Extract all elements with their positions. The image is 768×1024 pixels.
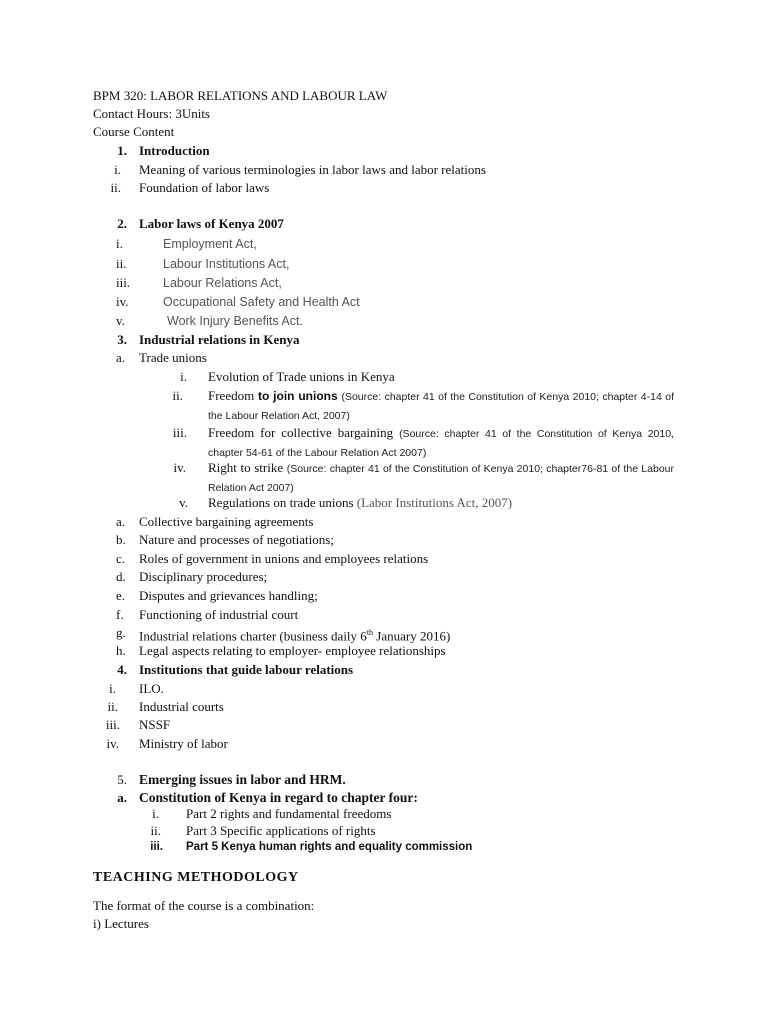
charter-item (139, 625, 450, 644)
list-item: Employment Act, (163, 237, 257, 251)
item-lead: Regulations on trade unions (208, 495, 357, 510)
list-item-number: a. (116, 350, 126, 365)
section-2-title: Labor laws of Kenya 2007 (139, 216, 284, 231)
list-item: Part 5 Kenya human rights and equality commission (186, 841, 473, 853)
list-item-number: iii. (105, 717, 120, 732)
freedom-join-unions-item (208, 387, 674, 425)
course-content-label: Course Content (93, 124, 175, 139)
list-item: ILO. (139, 681, 164, 696)
list-item-number: i. (109, 681, 116, 696)
section-3-number: 3. (117, 332, 127, 347)
item-bold: to join unions (257, 389, 338, 403)
source-note: (Source: chapter 41 of the Constitution of Kenya 2010; chapter76-81 of the Labour Relation Act 2007) (208, 463, 675, 494)
list-item: Work Injury Benefits Act. (167, 314, 303, 328)
trade-unions-heading: Trade unions (139, 350, 207, 365)
list-item: Ministry of labor (139, 736, 228, 751)
section-5a-number: a. (117, 790, 127, 805)
list-item: Labour Relations Act, (163, 276, 282, 290)
item-lead: Freedom for collective bargaining (208, 425, 400, 440)
list-item: Foundation of labor laws (139, 180, 270, 195)
list-item: Nature and processes of negotiations; (139, 532, 334, 547)
list-item-number: f. (116, 607, 124, 622)
section-1-title: Introduction (139, 143, 210, 158)
list-item-number: ii. (172, 388, 183, 403)
list-item-number: iii. (150, 841, 163, 853)
item-tail: January 2016) (373, 628, 451, 644)
list-item: Labour Institutions Act, (163, 257, 290, 271)
list-item-number: h. (116, 643, 126, 658)
item-lead: Industrial relations charter (business daily 6 (139, 628, 367, 644)
list-item: Evolution of Trade unions in Kenya (208, 369, 395, 384)
list-item-number: i. (152, 806, 159, 821)
list-item: Meaning of various terminologies in labor laws and labor relations (139, 162, 486, 177)
list-item-number: c. (116, 551, 126, 566)
list-item: Disciplinary procedures; (139, 569, 268, 584)
source-note: (Source: chapter 41 of the Constitution of Kenya 2010; chapter 4-14 of the Labour Relation Act, 2007) (208, 391, 675, 422)
section-5a-title: Constitution of Kenya in regard to chapter four: (139, 790, 418, 805)
list-item: Functioning of industrial court (139, 607, 299, 622)
list-item: Legal aspects relating to employer- employee relationships (139, 643, 446, 658)
list-item: NSSF (139, 717, 171, 732)
section-5-title: Emerging issues in labor and HRM. (139, 772, 346, 787)
contact-hours: Contact Hours: 3Units (93, 106, 210, 121)
list-item-number: iii. (116, 275, 131, 290)
list-item-number: v. (179, 495, 188, 510)
section-3-title: Industrial relations in Kenya (139, 332, 300, 347)
list-item-number: v. (116, 313, 125, 328)
section-1-number: 1. (117, 143, 127, 158)
list-item: Disputes and grievances handling; (139, 588, 318, 603)
list-item-number: a. (116, 514, 126, 529)
list-item-number: i. (116, 236, 123, 251)
list-item-number: e. (116, 588, 126, 603)
list-item-number: ii. (116, 256, 127, 271)
superscript: th (366, 628, 374, 637)
list-item-number: d. (116, 569, 126, 584)
section-4-number: 4. (117, 662, 127, 677)
list-item-number: i. (114, 162, 121, 177)
list-item: Part 2 rights and fundamental freedoms (186, 806, 392, 821)
list-item-number: ii. (150, 823, 161, 838)
source-note: (Source: chapter 41 of the Constitution of Kenya 2010, chapter 54-61 of the Labour Relation Act 2007) (208, 428, 674, 459)
section-5-number: 5. (117, 772, 127, 787)
right-to-strike-item (208, 459, 674, 497)
list-item-number: ii. (107, 699, 118, 714)
section-2-number: 2. (117, 216, 127, 231)
course-title: BPM 320: LABOR RELATIONS AND LABOUR LAW (93, 88, 388, 103)
teaching-intro: The format of the course is a combination: (93, 898, 315, 913)
list-item-number: iv. (106, 736, 119, 751)
list-item-number: ii. (110, 180, 121, 195)
item-gray: (Labor Institutions Act, 2007) (356, 495, 513, 510)
list-item: Occupational Safety and Health Act (163, 295, 360, 309)
teaching-heading: TEACHING METHODOLOGY (93, 870, 299, 885)
list-item-number: b. (116, 532, 126, 547)
item-lead: Right to strike (208, 460, 287, 475)
list-item: Part 3 Specific applications of rights (186, 823, 376, 838)
list-item: Industrial courts (139, 699, 224, 714)
regulations-item (208, 495, 512, 511)
list-item-number: iii. (172, 425, 187, 440)
section-4-title: Institutions that guide labour relations (139, 662, 354, 677)
list-item-number: g. (116, 625, 126, 640)
list-item-number: iv. (173, 460, 186, 475)
list-item: Collective bargaining agreements (139, 514, 314, 529)
list-item-number: iv. (116, 294, 129, 309)
list-item: Roles of government in unions and employees relations (139, 551, 429, 566)
list-item-number: i. (180, 369, 187, 384)
item-lead: Freedom (208, 388, 258, 403)
collective-bargaining-item (208, 424, 674, 462)
teaching-item: i) Lectures (93, 916, 149, 931)
